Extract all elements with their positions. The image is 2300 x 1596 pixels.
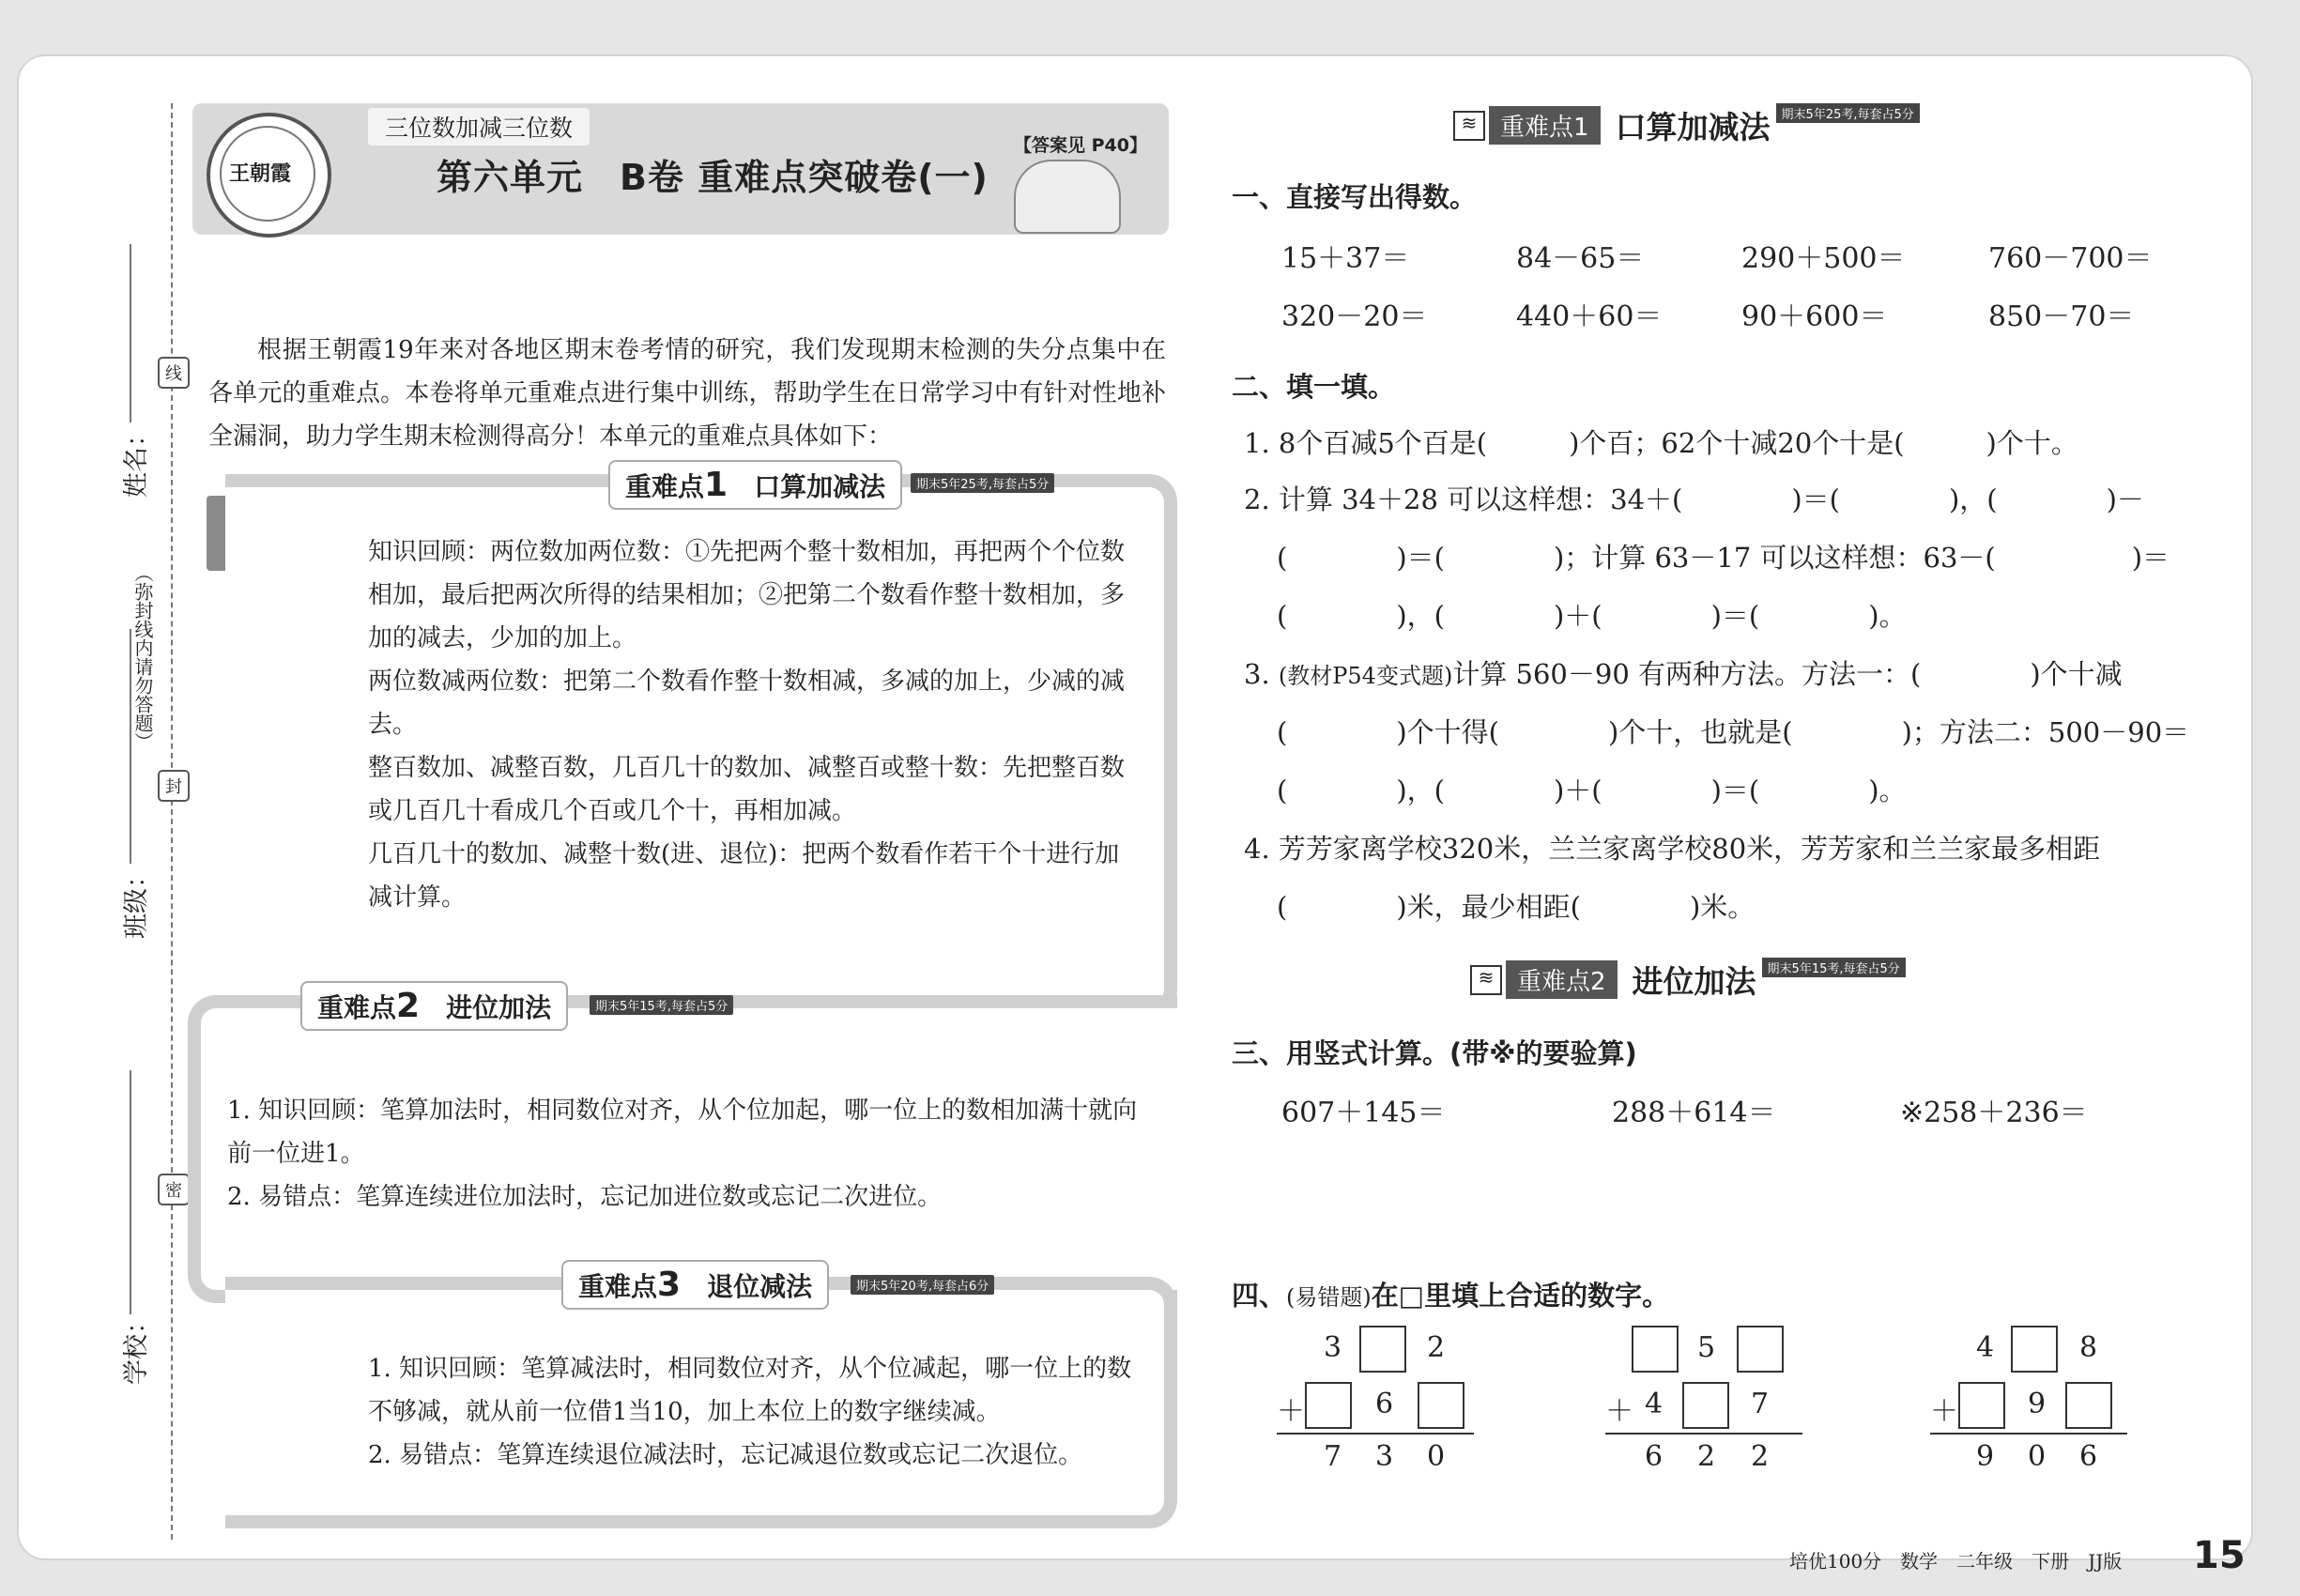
fill-q3-line2: ( )个十得( )个十，也就是( )；方法二：500－90＝ [1277, 716, 2190, 748]
answer-reference: 【答案见 P40】 [1014, 135, 1147, 156]
oral-item: 760－700＝ [1988, 242, 2153, 275]
page-title: 第六单元 B卷 重难点突破卷(一) [437, 157, 989, 198]
vertical-item: 288＋614＝ [1612, 1097, 1776, 1129]
key-point-3-body: 1. 知识回顾：笔算减法时，相同数位对齐，从个位减起，哪一位上的数不够减，就从前一位借1当10，加上本位上的数字继续减。 2. 易错点：笔算连续退位减法时，忘记减退位数或忘记二次退位。 [368, 1355, 1132, 1469]
oral-item: 290＋500＝ [1741, 242, 1906, 275]
wave-icon: ≋ [1470, 965, 1502, 995]
oral-item: 850－70＝ [1988, 300, 2135, 333]
seal-feng: 封 [158, 770, 190, 802]
seal-xian: 线 [158, 357, 190, 389]
section-head-1 [1453, 103, 1920, 147]
key-point-2-body: 1. 知识回顾：笔算加法时，相同数位对齐，从个位加起，哪一位上的数相加满十就向前一位进1。 2. 易错点：笔算连续进位加法时，忘记加进位数或忘记二次进位。 [227, 1097, 1138, 1211]
oral-item: 320－20＝ [1281, 300, 1428, 333]
class-label: 班级： [122, 863, 151, 939]
key-point-2-title: 重难点2 进位加法 [300, 981, 568, 1031]
head-2-title: 进位加法 [1632, 963, 1756, 1000]
digit-box[interactable] [1958, 1382, 2005, 1429]
digit-box[interactable] [1359, 1326, 1406, 1373]
topic-tag: 三位数加减三位数 [368, 108, 590, 146]
section-4-heading: 四、(易错题)在□里填上合适的数字。 [1232, 1280, 1670, 1312]
key-point-1-body: 知识回顾：两位数加两位数：①先把两个整十数相加，再把两个个位数相加，最后把两次所得的结果相加；②把第二个数看作整十数相加，多加的减去，少加的加上。 两位数减两位数：把第二个数看作整十数相减，多减的加上，少减的减去。 整百数加、减整百数，几百几十的数加、减整百或整十数：先把整百数或几百几十看成几个百或几个十，再相加减。 几百几十的数加、减整十数(进、退位)：把两个数看作若干个十进行加减计算。 [368, 538, 1126, 912]
logo-text: 王朝霞 [229, 161, 292, 186]
mascot-illustration [1014, 160, 1121, 234]
class-field[interactable] [130, 629, 131, 864]
key-point-3-title: 重难点3 退位减法 [561, 1260, 829, 1310]
footer-text: 培优100分 数学 二年级 下册 JJ版 [1789, 1550, 2123, 1573]
page-number: 15 [2193, 1534, 2246, 1577]
digit-box[interactable] [1682, 1382, 1729, 1429]
fill-q2-line2: ( )＝( )；计算 63－17 可以这样想：63－( )＝ [1277, 542, 2170, 574]
key-point-3-note: 期末5年20考,每套占6分 [851, 1275, 994, 1295]
seal-mi: 密 [158, 1174, 190, 1205]
section-head-2 [1470, 958, 1906, 1002]
logo-seal [207, 113, 331, 238]
fill-q1: 1. 8个百减5个百是( )个百；62个十减20个十是( )个十。 [1244, 427, 2078, 459]
fill-q3-line3: ( )，( )＋( )＝( )。 [1277, 775, 1907, 806]
school-label: 学校： [122, 1309, 151, 1385]
digit-box[interactable] [1418, 1382, 1464, 1429]
fill-q4-line1: 4. 芳芳家离学校320米，兰兰家离学校80米，芳芳家和兰兰家最多相距 [1244, 833, 2101, 865]
page-sheet: 姓名： 线 （弥封线内请勿答题） 封 班级： 密 学校： 王朝霞 三位数加减三位数 第六单元 B卷 重难点突破卷(一) 【答案见 P40】 根据王朝霞19年来对各地区期末卷考情的研究，我们发现期末检测的失分点集中在各单元的重难点。本卷将单元重难点进行集中训练，帮助学生在日常学习中有针对性地补全漏洞，助力学生期末检测得高分！本单元的重难点具体如下： 重难点1 口算加减法 期末5年25考,每套占5分 知识回顾：两位数加两位数：①先把两个整十数相加，再把两个个位数相加，最后把两次所得的结果相加；②把第二个数看作整十数相加，多加的减去，少加的加上。 两位数减两位数：把第二个数看作整十数相减，多减的加上，少减的减去。 整百数加、减整百数，几百几十的数加、减整百或整十数：先把整百数或几百几十看成几个百或几个十，再相加减。 几百几十的数加、减整十数(进、退位)：把两个数看作若干个十进行加减计算。 重难点2 进位加法 期末5年15考,每套占5分 1. 知识回顾：笔算加法时，相同数位对齐，从个位加起，哪一位上的数相加满十就向前一位进1。 2. 易错点：笔算连续进位加法时，忘记加进位数或忘记二次进位。 重难点3 退位减法 期末5年20考,每套占6分 1. 知识回顾：笔算减法时，相同数位对齐，从个位减起，哪一位上的数不够减，就从前一位借1当10，加上本位上的数字继续减。 2. 易错点：笔算连续退位减法时，忘记减退位数或忘记二次退位。 ≋ 重难点1 口算加减法 期末5年25考,每套占5分 一、直接写出得数。 15＋37＝ 84－65＝ 290＋500＝ 760－700＝ 320－20＝ 440＋60＝ 90＋600＝ 850－70＝ 二、填一填。 1. 8个百减5个百是( )个百；62个十减20个十是( )个十。 2. 计算 34＋28 可以这样想：34＋( )＝( )，( )－ ( )＝( )；计算 63－17 可以这样想：63－( )＝ ( )，( )＋( )＝( )。 3. (教材P54变式题)计算 560－90 有两种方法。方法一：( )个十减 ( )个十得( )个十，也就是( )；方法二：500－90＝ ( )，( )＋( )＝( )。 4. 芳芳家离学校320米，兰兰家离学校80米，芳芳家和兰兰家最多相距 ( )米，最少相距( )米。 ≋ 重难点2 进位加法 期末5年15考,每套占5分 三、用竖式计算。(带※的要验算) 607＋145＝ 288＋614＝ ※258＋236＝ 四、(易错题)在□里填上合适的数字。 3 2 ＋ 6 7 3 0 5 ＋ 4 7 6 2 2 4 8 ＋ 9 9 0 6 培优100分 数学 二年级 下册 JJ版 15 [17, 54, 2253, 1560]
fill-q2-line3: ( )，( )＋( )＝( )。 [1277, 600, 1907, 632]
section-2-heading: 二、填一填。 [1232, 371, 1396, 403]
section-1-heading: 一、直接写出得数。 [1232, 181, 1478, 213]
head-1-title: 口算加减法 [1615, 109, 1771, 146]
wave-icon: ≋ [1453, 111, 1485, 141]
head-2-badge: 重难点2 [1506, 960, 1618, 999]
cut-line [171, 103, 173, 1540]
seal-note: （弥封线内请勿答题） [131, 563, 154, 751]
fill-q2-line1: 2. 计算 34＋28 可以这样想：34＋( )＝( )，( )－ [1244, 483, 2144, 515]
name-field[interactable] [130, 244, 131, 422]
oral-item: 15＋37＝ [1281, 242, 1410, 275]
section-3-heading: 三、用竖式计算。(带※的要验算) [1232, 1037, 1637, 1069]
vertical-item: ※258＋236＝ [1900, 1097, 2088, 1129]
intro-paragraph: 根据王朝霞19年来对各地区期末卷考情的研究，我们发现期末检测的失分点集中在各单元的重难点。本卷将单元重难点进行集中训练，帮助学生在日常学习中有针对性地补全漏洞，助力学生期末检测得高分！本单元的重难点具体如下： [208, 336, 1166, 451]
head-1-note: 期末5年25考,每套占5分 [1776, 103, 1920, 123]
key-point-2-note: 期末5年15考,每套占5分 [590, 995, 733, 1015]
oral-item: 90＋600＝ [1741, 300, 1888, 333]
head-2-note: 期末5年15考,每套占5分 [1762, 958, 1906, 977]
name-label: 姓名： [122, 422, 151, 498]
digit-box[interactable] [1632, 1326, 1679, 1373]
fill-q4-line2: ( )米，最少相距( )米。 [1277, 891, 1756, 923]
oral-item: 84－65＝ [1516, 242, 1645, 275]
head-1-badge: 重难点1 [1489, 106, 1601, 145]
digit-box[interactable] [1737, 1326, 1784, 1373]
digit-box[interactable] [1305, 1382, 1352, 1429]
school-field[interactable] [130, 1070, 131, 1314]
key-point-1-note: 期末5年25考,每套占5分 [911, 473, 1054, 493]
digit-box[interactable] [2011, 1326, 2058, 1373]
key-point-1-title: 重难点1 口算加减法 [608, 460, 902, 510]
digit-box[interactable] [2065, 1382, 2112, 1429]
oral-item: 440＋60＝ [1516, 300, 1663, 333]
vertical-item: 607＋145＝ [1281, 1097, 1446, 1129]
fill-q3-line1: 3. (教材P54变式题)计算 560－90 有两种方法。方法一：( )个十减 [1244, 658, 2123, 690]
